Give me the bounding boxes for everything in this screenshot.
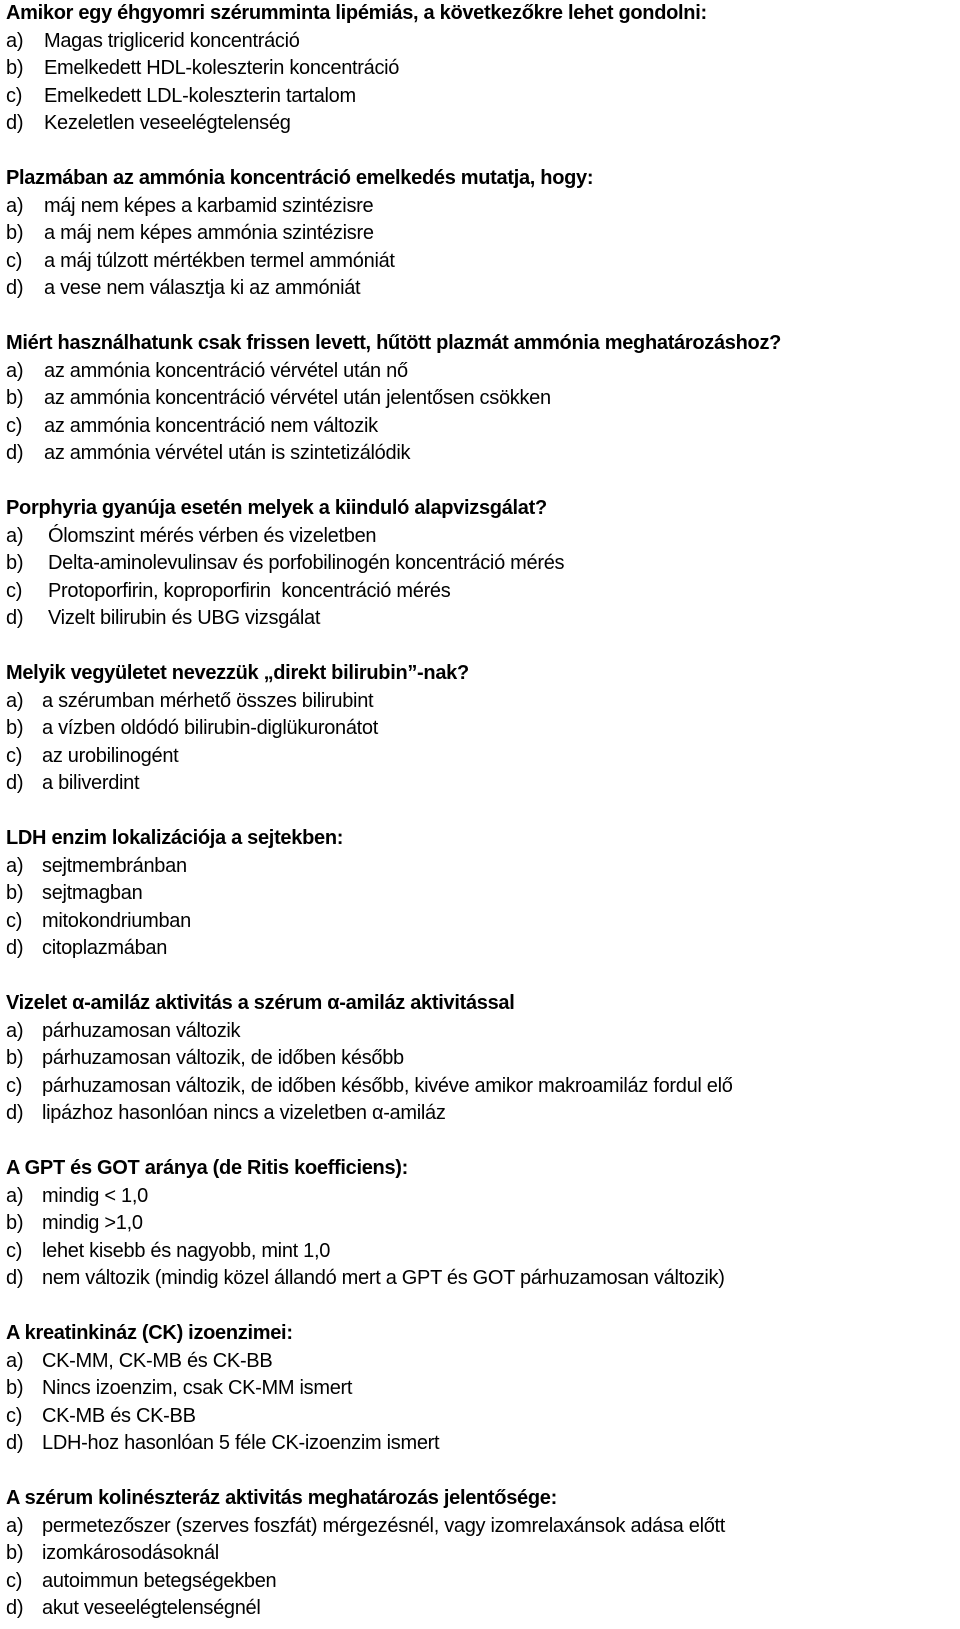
answer-text: nem változik (mindig közel állandó mert a GPT és GOT párhuzamosan változik) [42, 1267, 725, 1289]
answer-letter: a) [6, 194, 24, 217]
answer-option [6, 1568, 960, 1596]
spacer [6, 1458, 960, 1486]
answer-text: Protoporfirin, koproporfirin koncentráció mérés [48, 579, 451, 602]
answer-option [6, 1045, 960, 1073]
answer-letter: d) [6, 442, 24, 464]
answer-letter: d) [6, 1102, 24, 1124]
answer-option [6, 743, 960, 771]
answer-letter: c) [6, 1569, 23, 1592]
answer-text: izomkárosodásoknál [42, 1542, 219, 1564]
answer-text: Magas triglicerid koncentráció [44, 29, 300, 52]
answer-text: párhuzamosan változik [42, 1019, 241, 1042]
question-text: Melyik vegyületet nevezzük „direkt bilirubin”-nak? [6, 662, 469, 684]
answer-text: a máj túlzott mértékben termel ammóniát [44, 249, 395, 272]
answer-text: az ammónia koncentráció vérvétel után jelentősen csökken [44, 387, 551, 409]
question-text: Plazmában az ammónia koncentráció emelkedés mutatja, hogy: [6, 167, 594, 189]
answer-option [6, 110, 960, 138]
answer-text: Delta-aminolevulinsav és porfobilinogén koncentráció mérés [48, 552, 565, 574]
answer-letter: a) [6, 689, 24, 712]
answer-option [6, 715, 960, 743]
spacer [6, 1128, 960, 1156]
answer-text: lipázhoz hasonlóan nincs a vizeletben α-amiláz [42, 1102, 446, 1124]
spacer [6, 468, 960, 496]
answer-text: mitokondriumban [42, 909, 191, 932]
question-text: LDH enzim lokalizációja a sejtekben: [6, 827, 344, 849]
answer-letter: b) [6, 1212, 24, 1234]
answer-text: Emelkedett HDL-koleszterin koncentráció [44, 57, 400, 79]
answer-option [6, 1018, 960, 1046]
answer-letter: c) [6, 1239, 23, 1262]
answer-text: Vizelt bilirubin és UBG vizsgálat [48, 607, 321, 629]
answer-text: Kezeletlen veseelégtelenség [44, 112, 291, 134]
answer-letter: a) [6, 1184, 24, 1207]
answer-text: Ólomszint mérés vérben és vizeletben [48, 524, 377, 547]
answer-option [6, 578, 960, 606]
answer-option [6, 935, 960, 963]
answer-text: a biliverdint [42, 772, 140, 794]
question-block [6, 1155, 960, 1293]
answer-text: az ammónia vérvétel után is szintetizálódik [44, 442, 411, 464]
question-text: Porphyria gyanúja esetén melyek a kiinduló alapvizsgálat? [6, 497, 547, 519]
answer-text: permetezőszer (szerves foszfát) mérgezésnél, vagy izomrelaxánsok adása előtt [42, 1514, 726, 1537]
answer-option [6, 770, 960, 798]
answer-letter: a) [6, 854, 24, 877]
question-text: Miért használhatunk csak frissen levett, hűtött plazmát ammónia meghatározáshoz? [6, 332, 782, 354]
answer-option [6, 880, 960, 908]
answer-letter: b) [6, 387, 24, 409]
answer-text: LDH-hoz hasonlóan 5 féle CK-izoenzim ismert [42, 1432, 440, 1454]
answer-letter: c) [6, 84, 23, 107]
answer-letter: a) [6, 1514, 24, 1537]
answer-text: sejtmagban [42, 882, 143, 904]
answer-letter: c) [6, 579, 23, 602]
answer-option [6, 28, 960, 56]
answer-text: sejtmembránban [42, 854, 187, 877]
answer-option [6, 413, 960, 441]
answer-option [6, 248, 960, 276]
question-block [6, 165, 960, 303]
question-text: A kreatinkináz (CK) izoenzimei: [6, 1322, 293, 1344]
answer-letter: d) [6, 607, 24, 629]
answer-text: mindig < 1,0 [42, 1184, 148, 1207]
answer-text: az urobilinogént [42, 744, 179, 767]
question-text: Amikor egy éhgyomri szérumminta lipémiás, a következőkre lehet gondolni: [6, 2, 707, 24]
answer-option [6, 193, 960, 221]
answer-option [6, 688, 960, 716]
answer-letter: b) [6, 1047, 24, 1069]
answer-letter: a) [6, 359, 24, 382]
answer-text: az ammónia koncentráció vérvétel után nő [44, 359, 408, 382]
answer-letter: c) [6, 909, 23, 932]
answer-option [6, 550, 960, 578]
answer-option [6, 1375, 960, 1403]
answer-option [6, 523, 960, 551]
spacer [6, 798, 960, 826]
answer-letter: d) [6, 772, 24, 794]
answer-text: a máj nem képes ammónia szintézisre [44, 222, 374, 244]
question-text: A GPT és GOT aránya (de Ritis koefficiens): [6, 1157, 409, 1179]
answer-letter: d) [6, 277, 24, 299]
answer-option [6, 83, 960, 111]
answer-option [6, 1265, 960, 1293]
spacer [6, 138, 960, 166]
question-block [6, 990, 960, 1128]
answer-option [6, 275, 960, 303]
answer-option [6, 1540, 960, 1568]
answer-text: a vízben oldódó bilirubin-diglükuronátot [42, 717, 379, 739]
spacer [6, 303, 960, 331]
answer-option [6, 1403, 960, 1431]
answer-option [6, 908, 960, 936]
answer-option [6, 853, 960, 881]
answer-option [6, 1210, 960, 1238]
answer-letter: b) [6, 222, 24, 244]
question-block [6, 1485, 960, 1623]
answer-letter: d) [6, 1432, 24, 1454]
answer-letter: c) [6, 414, 23, 437]
answer-option [6, 385, 960, 413]
answer-letter: d) [6, 1267, 24, 1289]
answer-text: az ammónia koncentráció nem változik [44, 414, 378, 437]
question-text: A szérum kolinészteráz aktivitás meghatározás jelentősége: [6, 1487, 557, 1509]
answer-letter: b) [6, 1542, 24, 1564]
question-text: Vizelet α-amiláz aktivitás a szérum α-amiláz aktivitással [6, 992, 515, 1014]
answer-option [6, 1238, 960, 1266]
answer-letter: c) [6, 249, 23, 272]
answer-text: autoimmun betegségekben [42, 1569, 277, 1592]
spacer [6, 1293, 960, 1321]
answer-option [6, 220, 960, 248]
answer-option [6, 605, 960, 633]
answer-letter: b) [6, 552, 24, 574]
answer-text: CK-MB és CK-BB [42, 1404, 196, 1427]
answer-text: mindig >1,0 [42, 1212, 143, 1234]
answer-text: a szérumban mérhető összes bilirubint [42, 689, 374, 712]
answer-option [6, 358, 960, 386]
answer-letter: c) [6, 744, 23, 767]
answer-option [6, 440, 960, 468]
answer-text: a vese nem választja ki az ammóniát [44, 277, 361, 299]
answer-letter: c) [6, 1404, 23, 1427]
answer-option [6, 1100, 960, 1128]
answer-letter: b) [6, 57, 24, 79]
question-block [6, 495, 960, 633]
question-block [6, 330, 960, 468]
answer-letter: d) [6, 937, 24, 959]
answer-letter: c) [6, 1074, 23, 1097]
answer-letter: b) [6, 717, 24, 739]
answer-letter: b) [6, 1377, 24, 1399]
answer-text: akut veseelégtelenségnél [42, 1597, 261, 1619]
answer-letter: a) [6, 1349, 24, 1372]
answer-option [6, 1513, 960, 1541]
answer-option [6, 1348, 960, 1376]
answer-text: CK-MM, CK-MB és CK-BB [42, 1349, 273, 1372]
answer-letter: b) [6, 882, 24, 904]
answer-letter: a) [6, 1019, 24, 1042]
answer-text: citoplazmában [42, 937, 168, 959]
spacer [6, 963, 960, 991]
spacer [6, 633, 960, 661]
answer-letter: a) [6, 524, 24, 547]
answer-option [6, 1430, 960, 1458]
answer-letter: a) [6, 29, 24, 52]
question-block [6, 1320, 960, 1458]
answer-option [6, 55, 960, 83]
answer-text: máj nem képes a karbamid szintézisre [44, 194, 374, 217]
answer-option [6, 1183, 960, 1211]
answer-option [6, 1595, 960, 1623]
answer-text: párhuzamosan változik, de időben később [42, 1047, 404, 1069]
answer-text: Nincs izoenzim, csak CK-MM ismert [42, 1377, 353, 1399]
answer-text: párhuzamosan változik, de időben később, kivéve amikor makroamiláz fordul elő [42, 1074, 733, 1097]
answer-letter: d) [6, 1597, 24, 1619]
question-block [6, 660, 960, 798]
answer-text: Emelkedett LDL-koleszterin tartalom [44, 84, 356, 107]
question-block [6, 825, 960, 963]
answer-letter: d) [6, 112, 24, 134]
answer-text: lehet kisebb és nagyobb, mint 1,0 [42, 1239, 331, 1262]
answer-option [6, 1073, 960, 1101]
question-block [6, 0, 960, 138]
